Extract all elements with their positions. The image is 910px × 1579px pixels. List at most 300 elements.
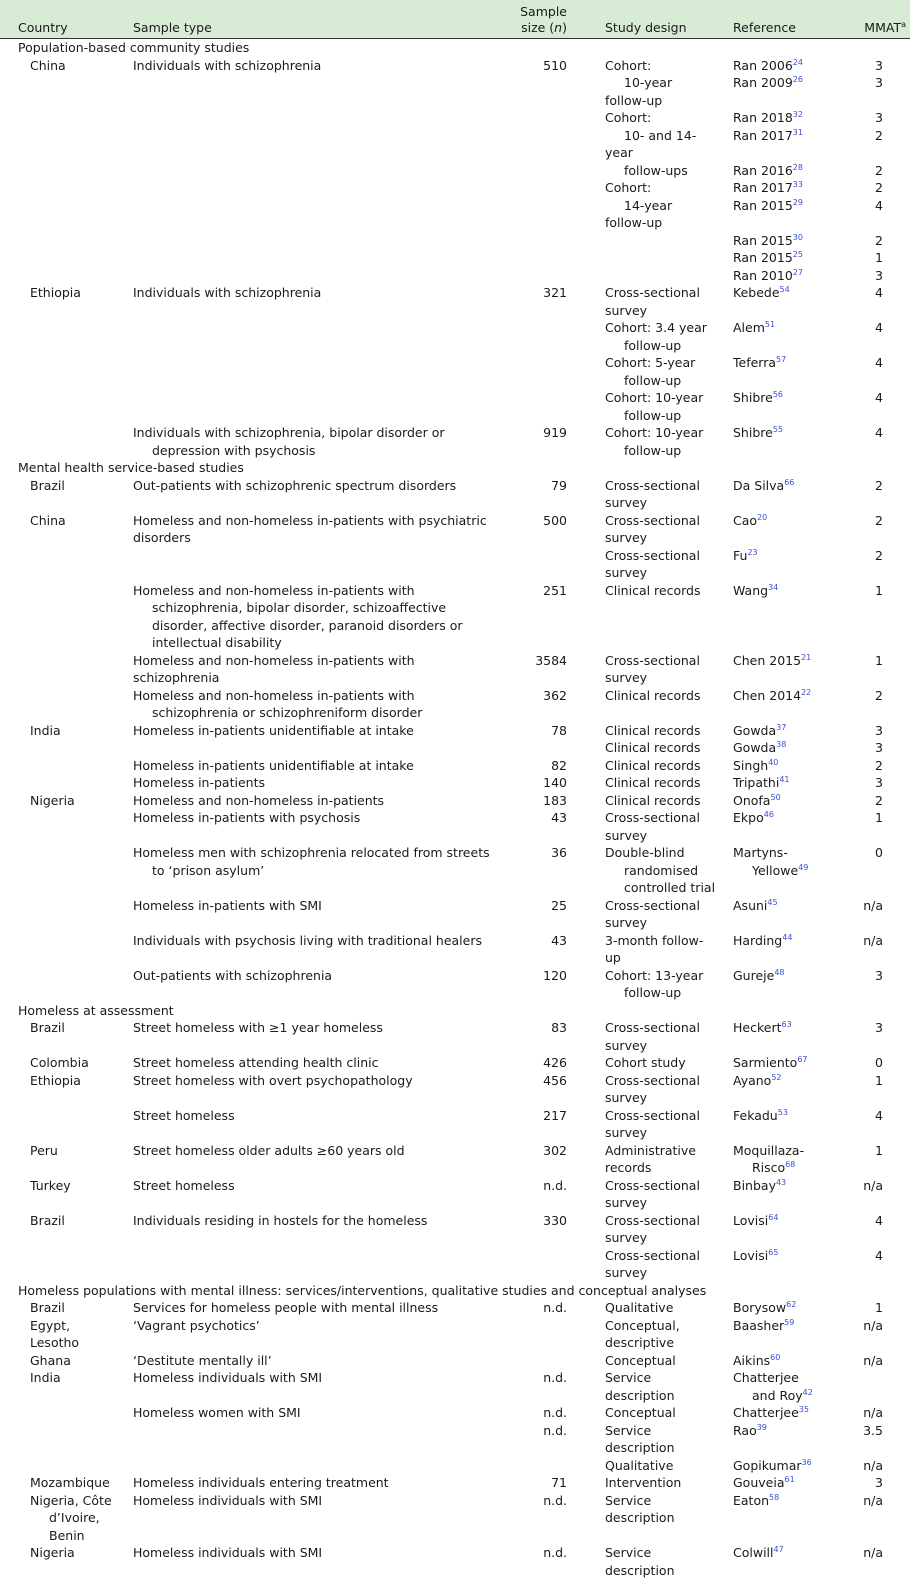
reference-citation[interactable]: 29 — [793, 197, 803, 206]
cell-sample-type — [116, 1212, 506, 1247]
cell-country — [0, 809, 116, 844]
reference-citation[interactable]: 40 — [768, 757, 778, 766]
reference-citation[interactable]: 31 — [793, 127, 803, 136]
cell-mmat — [818, 809, 910, 844]
section-row — [0, 459, 910, 477]
cell-country — [0, 1457, 116, 1475]
reference-text: Ran 2018 — [733, 110, 793, 125]
reference-citation[interactable]: 54 — [780, 285, 790, 294]
cell-study-design-text: Cohort: — [605, 180, 651, 195]
reference-citation[interactable]: 64 — [768, 1212, 778, 1221]
cell-study-design-text: Cohort: 10-year follow-up — [605, 389, 717, 424]
cell-study-design — [570, 687, 719, 722]
cell-country-text: Colombia — [30, 1055, 89, 1070]
cell-sample-type — [116, 1299, 506, 1317]
cell-study-design — [570, 932, 719, 967]
cell-mmat-text: 2 — [875, 688, 883, 703]
table-row — [0, 267, 910, 285]
cell-country — [0, 792, 116, 810]
cell-country-text: Nigeria — [30, 793, 75, 808]
cell-sample-type — [116, 547, 506, 582]
cell-country — [0, 1247, 116, 1282]
reference-text: Ayano — [733, 1073, 771, 1088]
cell-sample-size — [506, 477, 570, 512]
cell-mmat — [818, 1247, 910, 1282]
cell-reference — [719, 1457, 818, 1475]
cell-mmat — [818, 267, 910, 285]
cell-sample-type-text: Individuals with schizophrenia, bipolar disorder or depression with psychosis — [133, 424, 492, 459]
cell-reference — [719, 1212, 818, 1247]
cell-country — [0, 1369, 116, 1404]
reference-citation[interactable]: 63 — [782, 1020, 792, 1029]
cell-reference — [719, 389, 818, 424]
cell-reference — [719, 1404, 818, 1422]
cell-study-design — [570, 1072, 719, 1107]
cell-mmat — [818, 792, 910, 810]
table-row — [0, 582, 910, 652]
reference-citation[interactable]: 44 — [782, 932, 792, 941]
reference-citation[interactable]: 20 — [757, 512, 767, 521]
cell-sample-type-text: Homeless and non-homeless in-patients with schizophrenia — [133, 653, 415, 686]
cell-sample-size-text: 426 — [543, 1055, 567, 1070]
reference-citation[interactable]: 50 — [770, 792, 780, 801]
cell-sample-type — [116, 512, 506, 547]
cell-study-design-text: Cross-sectional survey — [605, 1020, 700, 1053]
cell-reference — [719, 1177, 818, 1212]
cell-reference — [719, 1142, 818, 1177]
table-row — [0, 1054, 910, 1072]
reference-text: Eaton — [733, 1493, 769, 1508]
cell-sample-type-text: Homeless and non-homeless in-patients with schizophrenia or schizophreniform disorder — [133, 687, 492, 722]
cell-country — [0, 757, 116, 775]
cell-study-design — [570, 757, 719, 775]
cell-mmat — [818, 162, 910, 180]
cell-sample-type-text: Individuals with schizophrenia — [133, 285, 321, 300]
reference-text: Aikins — [733, 1353, 770, 1368]
cell-country — [0, 1142, 116, 1177]
reference-text: Wang — [733, 583, 768, 598]
cell-sample-type — [116, 1422, 506, 1457]
cell-sample-type — [116, 109, 506, 127]
cell-sample-size — [506, 232, 570, 250]
cell-reference — [719, 722, 818, 740]
cell-mmat — [818, 57, 910, 75]
cell-sample-size-text: n.d. — [543, 1370, 567, 1385]
cell-study-design-text: Cross-sectional survey — [605, 1108, 700, 1141]
cell-mmat — [818, 1474, 910, 1492]
table-row — [0, 127, 910, 162]
cell-sample-size-text: 362 — [543, 688, 567, 703]
reference-citation[interactable]: 62 — [786, 1300, 796, 1309]
cell-study-design-text: Conceptual — [605, 1405, 676, 1420]
reference-citation[interactable]: 33 — [793, 180, 803, 189]
reference-citation[interactable]: 51 — [765, 320, 775, 329]
cell-reference — [719, 319, 818, 354]
cell-mmat-text: n/a — [863, 1458, 883, 1473]
cell-sample-type — [116, 757, 506, 775]
cell-reference — [719, 232, 818, 250]
cell-country — [0, 1422, 116, 1457]
cell-sample-type — [116, 687, 506, 722]
cell-study-design — [570, 1212, 719, 1247]
cell-sample-type-text: Street homeless with overt psychopathology — [133, 1073, 413, 1088]
cell-mmat-text: 1 — [875, 1143, 883, 1158]
cell-sample-type-text: ‘Vagrant psychotics’ — [133, 1318, 260, 1333]
cell-reference — [719, 844, 818, 897]
cell-study-design-text: Cross-sectional survey — [605, 478, 700, 511]
reference-text: Ran 2015 — [733, 250, 793, 265]
cell-sample-size — [506, 1212, 570, 1247]
reference-text: Chen 2014 — [733, 688, 801, 703]
cell-sample-size — [506, 739, 570, 757]
table-row — [0, 1142, 910, 1177]
cell-sample-type-text: Homeless and non-homeless in-patients with schizophrenia, bipolar disorder, schizoaffective disorder, affective disorder, paranoid disorders or intellectual disability — [133, 582, 492, 652]
cell-sample-size — [506, 1352, 570, 1370]
cell-study-design-text: follow-ups — [605, 163, 688, 178]
cell-mmat-text: 4 — [875, 355, 883, 370]
cell-mmat-text: n/a — [863, 933, 883, 948]
header-study-design: Study design — [570, 0, 719, 39]
reference-citation[interactable]: 49 — [798, 862, 808, 871]
reference-citation[interactable]: 35 — [799, 1405, 809, 1414]
table-row — [0, 1317, 910, 1352]
cell-mmat — [818, 179, 910, 197]
reference-citation[interactable]: 52 — [771, 1072, 781, 1081]
cell-mmat-text: 4 — [875, 320, 883, 335]
cell-country — [0, 687, 116, 722]
cell-sample-size-text: 43 — [551, 933, 567, 948]
cell-study-design-text: Double-blind randomised controlled trial — [605, 844, 717, 897]
table-row — [0, 1457, 910, 1475]
cell-country-text: Brazil — [30, 1020, 65, 1035]
cell-mmat — [818, 1177, 910, 1212]
cell-study-design — [570, 1019, 719, 1054]
table-row — [0, 232, 910, 250]
section-heading-text: Mental health service-based studies — [18, 460, 244, 475]
cell-sample-size — [506, 897, 570, 932]
cell-reference — [719, 267, 818, 285]
cell-study-design — [570, 1177, 719, 1212]
reference-citation[interactable]: 28 — [793, 162, 803, 171]
cell-sample-size — [506, 249, 570, 267]
reference-citation[interactable]: 27 — [793, 267, 803, 276]
cell-sample-type — [116, 809, 506, 844]
cell-mmat-text: 3 — [875, 1020, 883, 1035]
reference-citation[interactable]: 46 — [764, 810, 774, 819]
cell-country — [0, 932, 116, 967]
cell-reference — [719, 897, 818, 932]
cell-mmat — [818, 74, 910, 109]
cell-mmat-text: 4 — [875, 1108, 883, 1123]
cell-study-design-text: Clinical records — [605, 688, 701, 703]
cell-country-text: Ethiopia — [30, 1073, 81, 1088]
cell-mmat-text: 1 — [875, 653, 883, 668]
cell-sample-type-text: Individuals residing in hostels for the homeless — [133, 1213, 427, 1228]
cell-reference — [719, 179, 818, 197]
section-row — [0, 39, 910, 57]
cell-sample-size-text: n.d. — [543, 1545, 567, 1560]
table-row — [0, 1404, 910, 1422]
reference-citation[interactable]: 57 — [776, 355, 786, 364]
cell-country — [0, 1107, 116, 1142]
cell-study-design — [570, 1492, 719, 1545]
header-mmat — [818, 0, 910, 39]
cell-reference — [719, 1299, 818, 1317]
cell-country — [0, 1212, 116, 1247]
cell-study-design — [570, 1142, 719, 1177]
reference-citation[interactable]: 26 — [793, 75, 803, 84]
cell-sample-size-text: 120 — [543, 968, 567, 983]
reference-citation[interactable]: 32 — [793, 110, 803, 119]
table-row — [0, 249, 910, 267]
cell-sample-type-text: Out-patients with schizophrenic spectrum disorders — [133, 478, 456, 493]
cell-sample-type-text: Homeless and non-homeless in-patients with psychiatric disorders — [133, 513, 487, 546]
reference-text: Ran 2016 — [733, 163, 793, 178]
cell-study-design — [570, 1054, 719, 1072]
cell-mmat-text: 1 — [875, 1073, 883, 1088]
reference-citation[interactable]: 41 — [779, 775, 789, 784]
table-header — [0, 0, 910, 39]
cell-sample-type-text: Homeless men with schizophrenia relocated from streets to ‘prison asylum’ — [133, 844, 492, 879]
cell-mmat-text: n/a — [863, 1178, 883, 1193]
cell-sample-size-text: 183 — [543, 793, 567, 808]
reference-citation[interactable]: 39 — [757, 1422, 767, 1431]
cell-sample-size — [506, 319, 570, 354]
cell-mmat — [818, 1299, 910, 1317]
reference-citation[interactable]: 43 — [776, 1177, 786, 1186]
cell-mmat — [818, 1544, 910, 1579]
cell-sample-size — [506, 792, 570, 810]
cell-mmat-text: 2 — [875, 180, 883, 195]
cell-sample-size-text: 83 — [551, 1020, 567, 1035]
reference-citation[interactable]: 58 — [769, 1492, 779, 1501]
header-size-close: ) — [562, 20, 567, 35]
cell-study-design-text: Conceptual, descriptive — [605, 1318, 680, 1351]
table-body — [0, 39, 910, 1579]
cell-study-design — [570, 267, 719, 285]
cell-study-design — [570, 74, 719, 109]
cell-sample-type — [116, 127, 506, 162]
reference-citation[interactable]: 66 — [784, 477, 794, 486]
cell-country-text: China — [30, 58, 66, 73]
cell-sample-type — [116, 897, 506, 932]
cell-mmat-text: n/a — [863, 1545, 883, 1560]
cell-mmat-text: n/a — [863, 1353, 883, 1368]
cell-study-design — [570, 249, 719, 267]
cell-sample-size — [506, 57, 570, 75]
reference-citation[interactable]: 24 — [793, 57, 803, 66]
table-row — [0, 1177, 910, 1212]
cell-country — [0, 127, 116, 162]
cell-mmat-text: 1 — [875, 583, 883, 598]
reference-citation[interactable]: 67 — [797, 1055, 807, 1064]
cell-reference — [719, 1019, 818, 1054]
cell-study-design-text: Clinical records — [605, 775, 701, 790]
cell-reference — [719, 1492, 818, 1545]
cell-mmat-text: 3 — [875, 58, 883, 73]
reference-text: Singh — [733, 758, 768, 773]
cell-sample-size — [506, 267, 570, 285]
table-row — [0, 687, 910, 722]
reference-text: Tripathi — [733, 775, 779, 790]
cell-study-design — [570, 424, 719, 459]
cell-study-design — [570, 1317, 719, 1352]
cell-sample-size — [506, 1072, 570, 1107]
cell-sample-type — [116, 1247, 506, 1282]
reference-text: Shibre — [733, 390, 773, 405]
reference-text: Ran 2017 — [733, 128, 793, 143]
reference-citation[interactable]: 36 — [802, 1457, 812, 1466]
reference-text: Fu — [733, 548, 747, 563]
cell-sample-size — [506, 284, 570, 319]
cell-sample-size — [506, 1247, 570, 1282]
table-row — [0, 1369, 910, 1404]
reference-citation[interactable]: 55 — [773, 425, 783, 434]
cell-mmat — [818, 197, 910, 232]
reference-citation[interactable]: 21 — [801, 652, 811, 661]
table-row — [0, 844, 910, 897]
reference-citation[interactable]: 38 — [776, 740, 786, 749]
cell-country — [0, 1492, 116, 1545]
cell-study-design-text: 10- and 14-year — [605, 128, 696, 161]
reference-citation[interactable]: 42 — [803, 1387, 813, 1396]
cell-mmat — [818, 897, 910, 932]
cell-study-design-text: Service description — [605, 1493, 675, 1526]
cell-country-text: Ethiopia — [30, 285, 81, 300]
reference-citation[interactable]: 30 — [793, 232, 803, 241]
cell-country — [0, 652, 116, 687]
cell-mmat-text: 2 — [875, 233, 883, 248]
cell-reference — [719, 424, 818, 459]
cell-sample-type-text: Services for homeless people with mental illness — [133, 1300, 438, 1315]
cell-study-design — [570, 1369, 719, 1404]
cell-study-design — [570, 652, 719, 687]
reference-citation[interactable]: 22 — [801, 687, 811, 696]
cell-sample-size — [506, 1492, 570, 1545]
cell-reference — [719, 249, 818, 267]
table-row — [0, 1247, 910, 1282]
cell-reference — [719, 739, 818, 757]
reference-citation[interactable]: 61 — [784, 1475, 794, 1484]
reference-citation[interactable]: 25 — [793, 250, 803, 259]
cell-mmat — [818, 1317, 910, 1352]
reference-citation[interactable]: 23 — [747, 547, 757, 556]
cell-study-design — [570, 127, 719, 162]
cell-sample-type — [116, 1019, 506, 1054]
cell-sample-type — [116, 722, 506, 740]
section-heading-text: Population-based community studies — [18, 40, 249, 55]
cell-sample-type-text: ‘Destitute mentally ill’ — [133, 1353, 272, 1368]
table-row — [0, 897, 910, 932]
reference-citation[interactable]: 68 — [785, 1160, 795, 1169]
cell-study-design — [570, 547, 719, 582]
cell-study-design-text: Cross-sectional survey — [605, 1248, 700, 1281]
reference-text: Harding — [733, 933, 782, 948]
reference-text: Chatterjee — [733, 1405, 799, 1420]
reference-citation[interactable]: 47 — [774, 1545, 784, 1554]
cell-mmat — [818, 232, 910, 250]
cell-mmat — [818, 967, 910, 1002]
cell-reference — [719, 284, 818, 319]
cell-country-text: Peru — [30, 1143, 58, 1158]
cell-country-text: Nigeria — [30, 1545, 75, 1560]
reference-citation[interactable]: 65 — [768, 1247, 778, 1256]
cell-country — [0, 267, 116, 285]
cell-sample-size — [506, 1019, 570, 1054]
cell-study-design — [570, 897, 719, 932]
cell-country — [0, 57, 116, 75]
cell-study-design-text: Cohort: 13-year follow-up — [605, 967, 717, 1002]
cell-mmat — [818, 1352, 910, 1370]
cell-sample-size-text: 217 — [543, 1108, 567, 1123]
cell-sample-type-text: Street homeless attending health clinic — [133, 1055, 379, 1070]
cell-country-text: Ghana — [30, 1353, 71, 1368]
cell-mmat — [818, 319, 910, 354]
cell-mmat — [818, 249, 910, 267]
reference-citation[interactable]: 45 — [767, 897, 777, 906]
cell-sample-type-text: Homeless in-patients — [133, 775, 265, 790]
header-sample-size — [506, 0, 570, 39]
cell-sample-type — [116, 582, 506, 652]
cell-sample-type-text: Street homeless older adults ≥60 years old — [133, 1143, 405, 1158]
cell-mmat-text: 0 — [875, 1055, 883, 1070]
reference-citation[interactable]: 56 — [773, 390, 783, 399]
header-country: Country — [0, 0, 116, 39]
cell-mmat — [818, 1422, 910, 1457]
cell-sample-type — [116, 932, 506, 967]
table-row — [0, 1212, 910, 1247]
cell-sample-type-text: Individuals with schizophrenia — [133, 58, 321, 73]
table-row — [0, 389, 910, 424]
reference-citation[interactable]: 60 — [770, 1352, 780, 1361]
cell-mmat — [818, 424, 910, 459]
cell-reference — [719, 74, 818, 109]
reference-citation[interactable]: 37 — [776, 722, 786, 731]
cell-sample-type — [116, 1317, 506, 1352]
cell-study-design — [570, 1107, 719, 1142]
cell-sample-type — [116, 1457, 506, 1475]
cell-sample-size — [506, 127, 570, 162]
cell-sample-type — [116, 792, 506, 810]
reference-citation[interactable]: 59 — [784, 1317, 794, 1326]
cell-mmat-text: 4 — [875, 1248, 883, 1263]
reference-citation[interactable]: 48 — [774, 967, 784, 976]
table-row — [0, 1299, 910, 1317]
reference-citation[interactable]: 34 — [768, 582, 778, 591]
reference-citation[interactable]: 53 — [778, 1107, 788, 1116]
cell-sample-size — [506, 109, 570, 127]
cell-sample-size — [506, 582, 570, 652]
cell-country — [0, 424, 116, 459]
cell-reference — [719, 354, 818, 389]
reference-text: Gureje — [733, 968, 774, 983]
cell-sample-size — [506, 687, 570, 722]
cell-study-design — [570, 57, 719, 75]
table-row — [0, 722, 910, 740]
cell-country — [0, 967, 116, 1002]
cell-sample-type-text: Street homeless — [133, 1178, 235, 1193]
cell-reference — [719, 582, 818, 652]
cell-mmat-text: 2 — [875, 478, 883, 493]
table-row — [0, 477, 910, 512]
cell-mmat — [818, 547, 910, 582]
cell-mmat — [818, 1142, 910, 1177]
cell-study-design-text: Service description — [605, 1423, 675, 1456]
cell-sample-type-text: Homeless and non-homeless in-patients — [133, 793, 384, 808]
cell-study-design-text: 3-month follow-up — [605, 933, 703, 966]
cell-study-design-text: Clinical records — [605, 758, 701, 773]
cell-reference — [719, 512, 818, 547]
